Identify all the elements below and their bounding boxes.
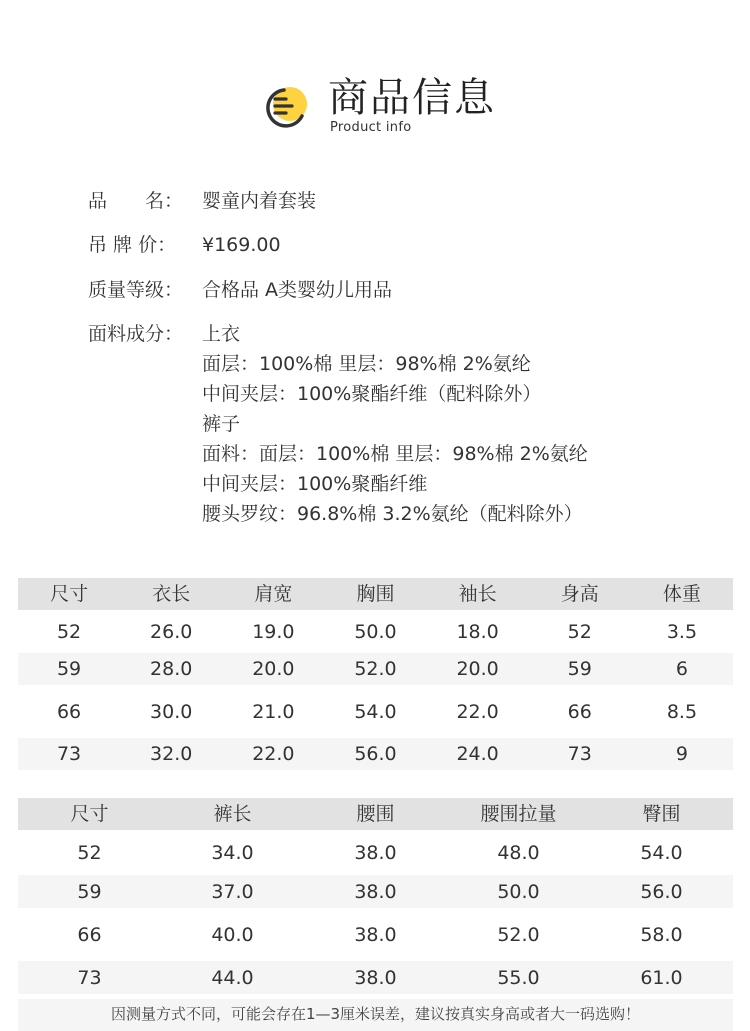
table-cell: 38.0	[354, 966, 397, 989]
fabric-line: 面料：面层：100%棉 里层：98%棉 2%氨纶	[202, 443, 588, 465]
page-subtitle: Product info	[330, 120, 412, 135]
table-cell: 19.0	[252, 620, 295, 643]
table-cell: 66	[56, 700, 82, 723]
table-header: 衣长	[152, 583, 191, 605]
table-header: 尺寸	[50, 583, 89, 605]
price-label: 吊 牌 价：	[88, 234, 177, 256]
table-cell: 6	[675, 658, 688, 680]
grade-label: 质量等级：	[88, 279, 184, 301]
table-cell: 59	[77, 880, 102, 903]
table-cell: 59	[567, 658, 592, 680]
price-value: ¥169.00	[202, 234, 281, 256]
table-cell: 34.0	[211, 841, 254, 864]
fabric-label: 面料成分：	[88, 323, 184, 345]
measurement-note: 因测量方式不同，可能会存在1—3厘米误差，建议按真实身高或者大一码选购！	[18, 999, 733, 1031]
table-cell: 37.0	[211, 880, 254, 903]
table-cell: 21.0	[252, 700, 295, 723]
table-cell: 58.0	[640, 923, 683, 946]
table-cell: 66	[77, 923, 102, 946]
table-cell: 44.0	[211, 966, 254, 989]
bottom-size-table	[18, 798, 733, 994]
name-value: 婴童内着套装	[202, 190, 317, 212]
table-cell: 52	[567, 620, 592, 643]
table-header: 胸围	[356, 583, 395, 605]
table-header: 尺寸	[70, 803, 109, 825]
table-cell: 20.0	[456, 658, 499, 680]
list-circle-icon	[262, 82, 312, 132]
table-header: 腰围	[356, 803, 395, 825]
fabric-line: 上衣	[202, 323, 241, 345]
table-cell: 40.0	[211, 923, 254, 946]
table-row	[18, 610, 733, 653]
table-cell: 59	[56, 658, 82, 680]
table-cell: 30.0	[150, 700, 193, 723]
table-header: 腰围拉量	[480, 803, 557, 825]
table-cell: 54.0	[640, 841, 683, 864]
table-cell: 18.0	[456, 620, 499, 643]
table-cell: 55.0	[497, 966, 540, 989]
fabric-composition	[202, 319, 588, 529]
fabric-line: 中间夹层：100%聚酯纤维	[202, 473, 428, 495]
table-cell: 73	[77, 966, 102, 989]
product-info-header	[262, 70, 522, 140]
table-cell: 3.5	[666, 620, 698, 643]
table-cell: 20.0	[252, 658, 295, 680]
table-header-row	[18, 578, 733, 610]
table-cell: 73	[56, 743, 82, 765]
table-cell: 22.0	[252, 743, 295, 765]
page-title: 商品信息	[328, 75, 496, 121]
table-cell: 28.0	[150, 658, 193, 680]
table-cell: 52.0	[354, 658, 397, 680]
top-size-table	[18, 578, 733, 770]
fabric-line: 中间夹层：100%聚酯纤维（配料除外）	[202, 383, 542, 405]
table-header: 臀围	[642, 803, 681, 825]
table-header: 体重	[662, 583, 701, 605]
table-row	[18, 908, 733, 961]
table-cell: 38.0	[354, 880, 397, 903]
grade-value: 合格品 A类婴幼儿用品	[202, 279, 393, 301]
table-cell: 8.5	[666, 700, 698, 723]
table-cell: 50.0	[354, 620, 397, 643]
table-cell: 52	[77, 841, 102, 864]
table-cell: 22.0	[456, 700, 499, 723]
table-cell: 9	[675, 743, 688, 765]
table-cell: 52.0	[497, 923, 540, 946]
table-cell: 54.0	[354, 700, 397, 723]
table-header-row	[18, 798, 733, 830]
table-cell: 56.0	[640, 880, 683, 903]
table-cell: 66	[567, 700, 592, 723]
fabric-line: 裤子	[202, 413, 241, 435]
table-header: 裤长	[213, 803, 252, 825]
table-row	[18, 875, 733, 908]
table-row	[18, 830, 733, 875]
table-cell: 24.0	[456, 743, 499, 765]
fabric-line: 腰头罗纹：96.8%棉 3.2%氨纶（配料除外）	[202, 503, 583, 525]
table-row	[18, 738, 733, 770]
table-cell: 52	[56, 620, 82, 643]
table-cell: 61.0	[640, 966, 683, 989]
table-cell: 32.0	[150, 743, 193, 765]
table-cell: 26.0	[150, 620, 193, 643]
table-header: 身高	[560, 583, 599, 605]
table-row	[18, 961, 733, 994]
table-cell: 73	[567, 743, 592, 765]
table-cell: 50.0	[497, 880, 540, 903]
table-cell: 38.0	[354, 923, 397, 946]
table-cell: 38.0	[354, 841, 397, 864]
table-cell: 56.0	[354, 743, 397, 765]
table-header: 袖长	[458, 583, 497, 605]
table-row	[18, 653, 733, 685]
table-row	[18, 685, 733, 738]
fabric-line: 面层：100%棉 里层：98%棉 2%氨纶	[202, 353, 531, 375]
table-header: 肩宽	[254, 583, 293, 605]
name-label: 品 名：	[88, 190, 184, 212]
table-cell: 48.0	[497, 841, 540, 864]
